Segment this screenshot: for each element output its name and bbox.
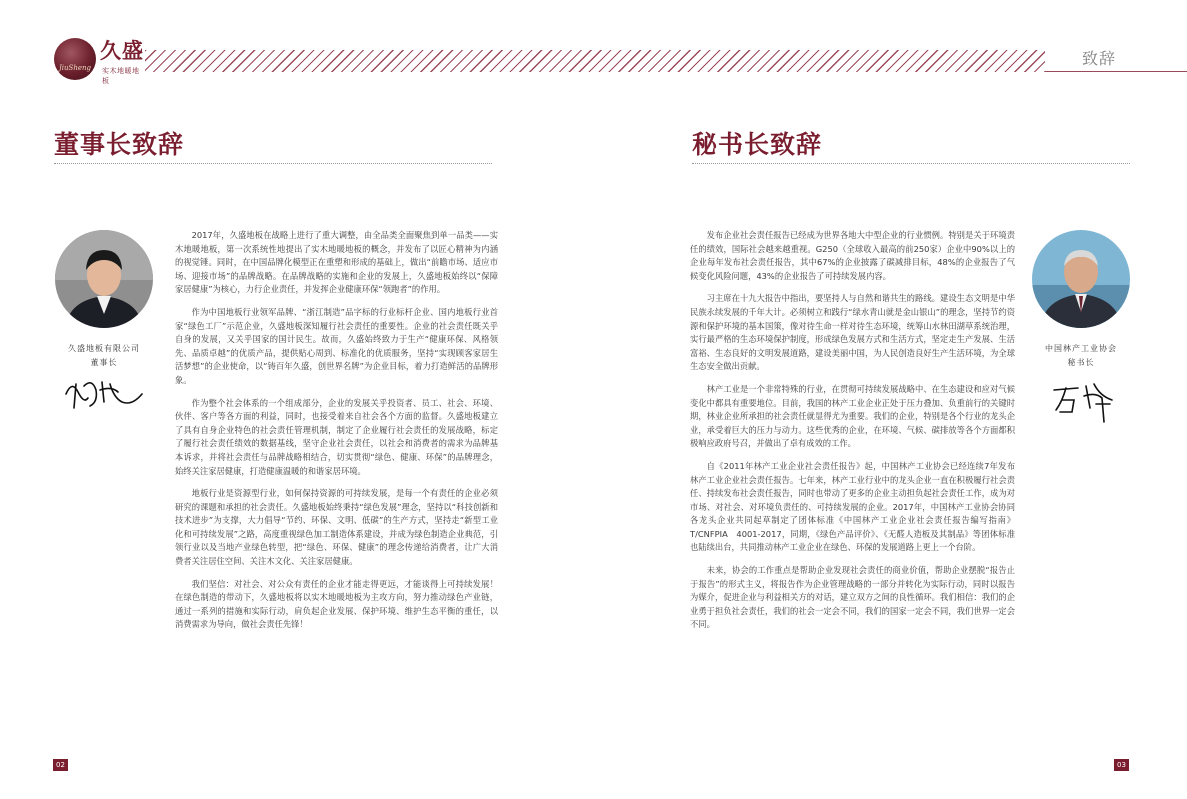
- brand-logo: [54, 38, 144, 85]
- secretary-company: 中国林产工业协会: [1045, 344, 1117, 353]
- chairman-paragraph: 作为整个社会体系的一个组成部分，企业的发展关乎投资者、员工、社会、环境、伙伴、客户等各方面的利益，同时，也接受着来自社会各个方面的监督。久盛地板建立了具有自身企业特色的社会责任管理机制，制定了企业履行社会责任的发展战略，标定了履行社会责任绩效的数据基线，坚守企业社会责任，以社会和消费者的需求为品牌基本诉求，并将社会责任与品牌战略相结合，切实贯彻“绿色、健康、环保”的品牌理念，始终关注家居健康，打造健康温暖的和谐家居环境。: [175, 397, 498, 476]
- secretary-paragraph: 未来，协会的工作重点是帮助企业发现社会责任的商业价值，帮助企业摆脱“报告止于报告”的形式主义，将报告作为企业管理战略的一部分并转化为实际行动，同时以报告为媒介，促进企业与利益相关方的对话，建立双方之间的良性循环。我们相信：我们的企业勇于担负社会责任，我们的社会一定会不同，我们的国家一定会不同，我们世界一定会不同。: [690, 565, 1015, 630]
- brand-tagline: 实木地暖地板: [102, 67, 140, 85]
- page-number-right: 03: [1114, 759, 1129, 771]
- secretary-position: 秘书长: [1067, 358, 1095, 367]
- brand-name: 久盛: [100, 39, 144, 63]
- chairman-paragraph: 地板行业是资源型行业，如何保持资源的可持续发展，是每一个有责任的企业必须研究的课题和承担的社会责任。久盛地板始终秉持“绿色发展”理念，坚持以“科技创新和技术进步”为支撑，大力倡导“节约、环保、文明、低碳”的生产方式，坚持走“新型工业化和可持续发展”之路，高度重视绿色加工制造体系建设，并成为绿色制造企业典范，引领行业以及当地产业绿色转型，把“绿色、环保、健康”的理念传递给消费者，让广大消费者关注居住空间、关注木文化、关注家居健康。: [175, 488, 498, 567]
- chairman-company: 久盛地板有限公司: [68, 344, 140, 353]
- chairman-portrait: [55, 230, 153, 328]
- chairman-paragraph: 作为中国地板行业领军品牌、“浙江制造”品字标的行业标杆企业、国内地板行业首家“绿色工厂”示范企业，久盛地板深知履行社会责任的重要性。企业的社会责任既关乎自身的发展，又关乎国家的国计民生。故而，久盛始终致力于生产“健康环保、风格领先、品质卓越”的优质产品，提供贴心周到、标准化的优质服务，坚持“实现顾客家居生活梦想”的企业使命，以“铸百年久盛，创世界名牌”为企业目标，着力打造鲜活的品牌形象。: [175, 306, 498, 385]
- secretary-title: 秘书长致辞: [692, 130, 823, 159]
- chairman-title: 董事长致辞: [54, 130, 185, 159]
- header-stripe: [145, 50, 1045, 72]
- secretary-paragraph: 发布企业社会责任报告已经成为世界各地大中型企业的行业惯例。特别是关于环境责任的绩效，国际社会越来越重视。G250（全球收入最高的前250家）企业中90%以上的企业每年发布社会责任报告，其中67%的企业披露了碳减排目标，48%的企业报告了气候变化风险问题，43%的企业报告了可持续发展内容。: [690, 230, 1015, 281]
- logo-badge-script: JiuSheng: [59, 64, 91, 72]
- secretary-signature: [1050, 378, 1120, 424]
- secretary-paragraph: 习主席在十九大报告中指出，要坚持人与自然和谐共生的路线。建设生态文明是中华民族永续发展的千年大计。必须树立和践行“绿水青山就是金山银山”的理念，坚持节约资源和保护环境的基本国策，像对待生命一样对待生态环境，统筹山水林田湖草系统治理，实行最严格的生态环境保护制度，形成绿色发展方式和生活方式，坚定走生产发展、生活富裕、生态良好的文明发展道路，建设美丽中国，为人民创造良好生产生活环境，为全球生态安全做出贡献。: [690, 293, 1015, 372]
- secretary-letter: [690, 229, 1015, 641]
- chairman-paragraph: 我们坚信：对社会、对公众有责任的企业才能走得更远，才能谈得上可持续发展！在绿色制造的带动下，久盛地板将以实木地暖地板为主攻方向，努力推动绿色产业链，通过一系列的措施和实际行动，肩负起企业发展、保护环境、维护生态平衡的重任，以消费需求为导向，做社会责任先锋！: [175, 578, 498, 630]
- chairman-signature: [62, 372, 148, 412]
- chairman-title-divider: [54, 163, 492, 164]
- header-underline: [1045, 71, 1187, 72]
- chairman-letter: [175, 229, 498, 641]
- secretary-title-divider: [692, 163, 1130, 164]
- secretary-paragraph: 自《2011年林产工业企业社会责任报告》起，中国林产工业协会已经连续7年发布林产工业企业社会责任报告。七年来，林产工业行业中的龙头企业一直在积极履行社会责任、持续发布社会责任报告，同时也带动了更多的企业主动担负起社会责任工作，成为对市场、对社会、对环境负责任的、可持续发展的企业。2017年，中国林产工业协会协同各龙头企业共同起草制定了团体标准《中国林产工业企业社会责任报告编写指南》T/CNFPIA 4001-2017，同期，《绿色产品评价》、《无醛人造板及其制品》等团体标准也陆续出台，共同推动林产工业企业在绿色、环保的发展道路上更上一个台阶。: [690, 460, 1015, 553]
- section-label: 致辞: [1082, 49, 1117, 68]
- chairman-paragraph: 2017年，久盛地板在战略上进行了重大调整，由全品类全面聚焦到单一品类——实木地暖地板，第一次系统性地提出了实木地暖地板的概念，并发布了以匠心精神为内涵的视觉锤。同时，在中国品牌化模型正在重塑和形成的基础上，做出“前瞻市场、适应市场、迎接市场”的品牌战略。在品牌战略的实施和企业的发展上，久盛地板始终以“保障家居健康”为核心，力行企业责任，并发挥企业健康环保“领跑者”的作用。: [175, 230, 498, 295]
- secretary-paragraph: 林产工业是一个非常特殊的行业，在贯彻可持续发展战略中、在生态建设和应对气候变化中都具有重要地位。目前，我国的林产工业企业正处于压力叠加、负重前行的关键时期，林业企业所承担的社会责任就显得尤为重要。我们的企业，特别是各个行业的龙头企业，承受着巨大的压力与动力。这些优秀的企业，在环境、气候、碳排放等各个方面都积极响应政府号召，并做出了卓有成效的工作。: [690, 383, 1015, 449]
- secretary-portrait: [1032, 230, 1130, 328]
- page-number-left: 02: [53, 759, 68, 771]
- logo-badge-icon: [54, 38, 96, 80]
- chairman-position: 董事长: [90, 358, 118, 367]
